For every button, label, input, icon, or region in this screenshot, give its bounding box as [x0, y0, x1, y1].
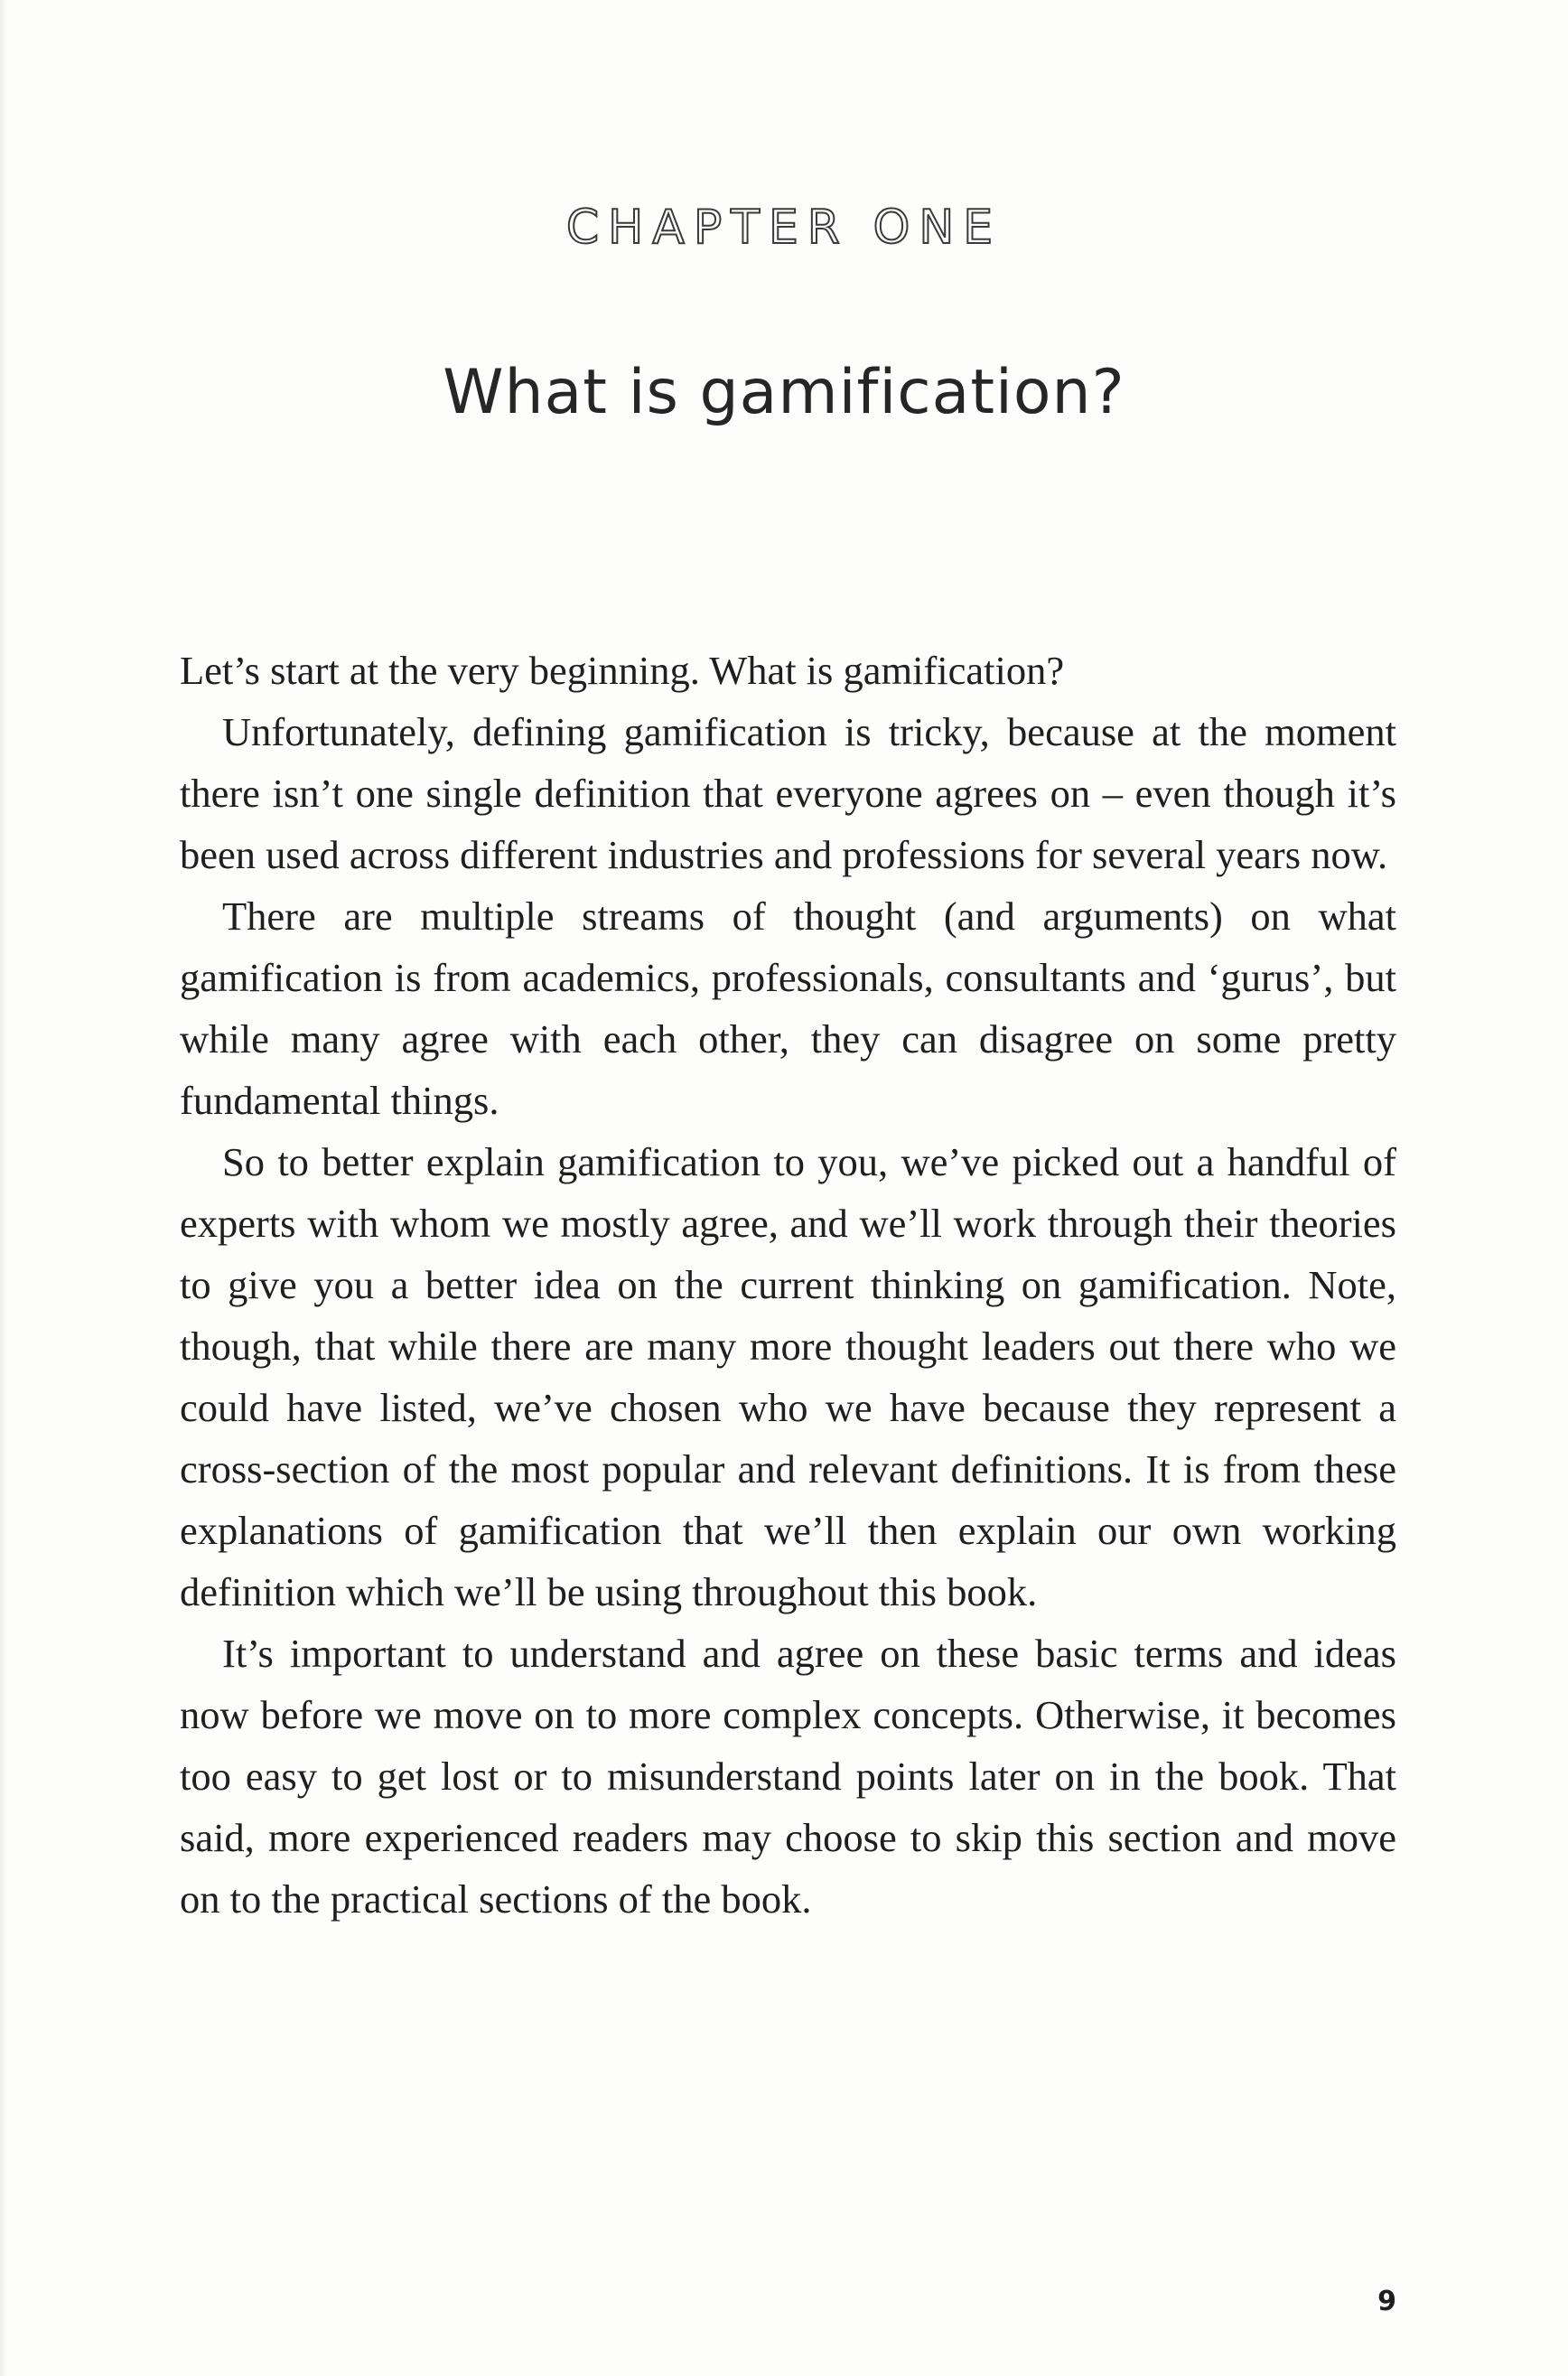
chapter-label: CHAPTER ONE [565, 201, 1003, 255]
paragraph-5: It’s important to understand and agree on these basic terms and ideas now before we move on to more complex concepts. Otherwise, it becomes too easy to get lost or to misunderstand points later on in the book. That said, more experienced readers may choose to skip this section and move on to the practical sections of the book. [180, 1631, 1396, 1922]
paragraph-1: Let’s start at the very beginning. What is gamification? [180, 648, 1065, 693]
body-text [180, 640, 1396, 1930]
paragraph-2: Unfortunately, defining gamification is tricky, because at the moment there isn’t one single definition that everyone agrees on – even though it’s been used across different industries and professions for several years now. [180, 709, 1396, 877]
paragraph-3: There are multiple streams of thought (and arguments) on what gamification is from academics, professionals, consultants and ‘gurus’, but while many agree with each other, they can disagree on some pretty fundamental things. [180, 893, 1396, 1123]
page-number: 9 [1377, 2286, 1396, 2317]
paragraph-4: So to better explain gamification to you, we’ve picked out a handful of experts with whom we mostly agree, and we’ll work through their theories to give you a better idea on the current thinking on gamification. Note, though, that while there are many more thought leaders out there who we could have listed, we’ve chosen who we have because they represent a cross-section of the most popular and relevant definitions. It is from these explanations of gamification that we’ll then explain our own working definition which we’ll be using throughout this book. [180, 1139, 1396, 1614]
chapter-title: What is gamification? [443, 357, 1125, 428]
